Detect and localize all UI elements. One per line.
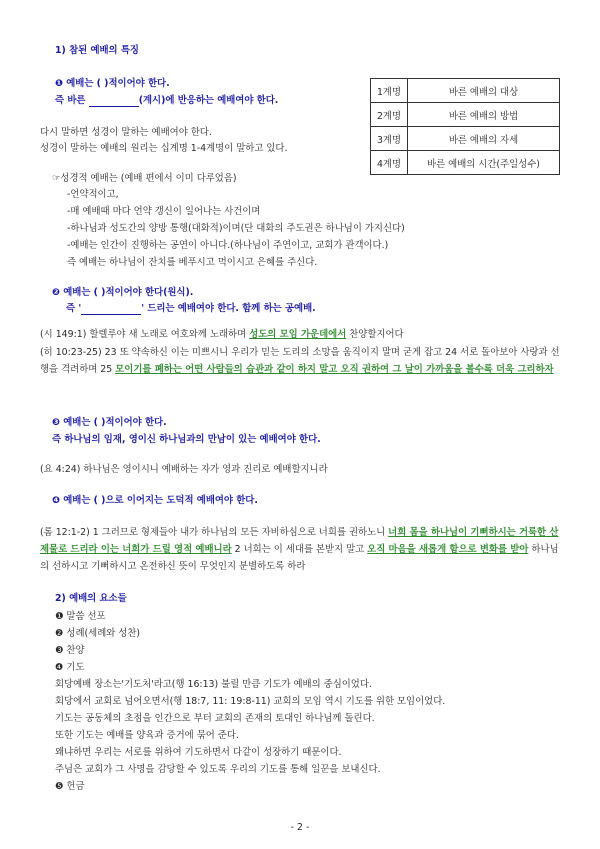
point-1-subline [55, 92, 278, 107]
point-3-heading: ❸ 예배는 ( )적이어야 한다. [52, 417, 167, 428]
commandment-text: 바른 예배의 방법 [408, 103, 560, 127]
fill-in-blank [89, 95, 139, 107]
table-row [371, 127, 560, 151]
commandment-number: 3계명 [371, 127, 408, 151]
fill-in-blank [81, 303, 141, 315]
commandment-number: 2계명 [371, 103, 408, 127]
note-heading: ☞성경적 예배는 (예배 편에서 이미 다루었음) [52, 173, 237, 184]
verse-text: 찬양할지어다 [346, 329, 404, 340]
note-line: -매 예배때 마다 언약 갱신이 일어나는 사건이며 [67, 206, 261, 217]
commandment-text: 바른 예배의 대상 [408, 79, 560, 103]
point-1-heading: ❶ 예배는 ( )적이어야 한다. [55, 78, 170, 89]
verse-romans-12 [40, 524, 565, 575]
verse-hebrews-10 [40, 344, 565, 378]
section-2-title: 2) 예배의 요소들 [55, 593, 127, 604]
element-item: ❸ 찬양 [55, 645, 85, 656]
note-line: -예배는 인간이 진행하는 공연이 아니다.(하나님이 주연이고, 교회가 관객이다.) [67, 240, 389, 251]
verse-text: 하나님의 선하시고 기뻐하시고 온전하신 뜻이 무엇인지 분별하도록 하라 [40, 544, 559, 572]
note-line: 즉 예배는 하나님이 잔치를 베푸시고 먹이시고 은혜를 주신다. [67, 257, 318, 268]
element-item: ❶ 말씀 선포 [55, 611, 106, 622]
verse-highlight: 너희 몸을 하나님이 기뻐하시는 거룩한 산 제물로 드리라 이는 너희가 드릴 영적 예배니라 [40, 527, 559, 555]
prayer-line: 주님은 교회가 그 사명을 감당할 수 있도록 우리의 기도를 통해 일꾼을 보내신다. [55, 764, 381, 775]
point-1-sub-prefix: 즉 바른 [55, 95, 89, 106]
table-row [371, 151, 560, 175]
point-2-heading: ❷ 예배는 ( )적이어야 한다(원식). [52, 287, 194, 298]
verse-text: (롬 12:1-2) 1 그러므로 형제들아 내가 하나님의 모든 자비하심으로 너희를 권하노니 [40, 527, 389, 538]
prayer-line: 회당예배 장소는'기도처'라고(행 16:13) 불릴 만큼 기도가 예배의 중심이었다. [55, 679, 372, 690]
section-1-title: 1) 참된 예배의 특징 [55, 45, 139, 56]
point-3-subline: 즉 하나님의 임재, 영이신 하나님과의 만남이 있는 예배여야 한다. [52, 434, 321, 445]
point-2-subline [66, 300, 316, 315]
note-line: -하나님과 성도간의 양방 통행(대화적)이며(단 대화의 주도권은 하나님이 가지신다) [67, 223, 405, 234]
commandments-table [370, 78, 560, 175]
prayer-line: 왜냐하면 우리는 서로를 위하여 기도하면서 다같이 성장하기 때문이다. [55, 747, 342, 758]
intro-line: 다시 말하면 성경이 말하는 예배여야 한다. [40, 127, 212, 138]
element-item: ❺ 헌금 [55, 781, 85, 792]
verse-text: (시 149:1) 할렐루야 새 노래로 여호와께 노래하며 [40, 329, 250, 340]
verse-psalm-149 [40, 326, 565, 343]
commandment-number: 1계명 [371, 79, 408, 103]
note-line: -언약적이고, [67, 189, 119, 200]
commandment-number: 4계명 [371, 151, 408, 175]
verse-highlight: 모이기를 폐하는 어떤 사람들의 습관과 같이 하지 말고 오직 권하여 그 날이 가까움을 볼수록 더욱 그리하자 [115, 364, 554, 375]
point-2-sub-suffix: ' 드리는 예배여야 한다. 함께 하는 공예배. [141, 303, 316, 314]
table-row [371, 103, 560, 127]
page-number: - 2 - [290, 822, 310, 833]
element-item: ❷ 성례(세례와 성찬) [55, 628, 141, 639]
verse-highlight: 오직 마음을 새롭게 함으로 변화를 받아 [367, 544, 529, 555]
commandment-text: 바른 예배의 자세 [408, 127, 560, 151]
element-item: ❹ 기도 [55, 662, 85, 673]
verse-highlight: 성도의 모임 가운데에서 [249, 329, 347, 340]
prayer-line: 또한 기도는 예배를 양육과 증거에 묶어 준다. [55, 730, 239, 741]
point-4-heading: ❹ 예배는 ( )으로 이어지는 도덕적 예배여야 한다. [52, 495, 258, 506]
point-1-sub-suffix: (계시)에 반응하는 예배여야 한다. [138, 95, 279, 106]
prayer-line: 회당에서 교회로 넘어오면서(행 18:7, 11: 19:8-11) 교회의 모임 역시 기도를 위한 모임이었다. [55, 696, 446, 707]
prayer-line: 기도는 공동체의 초점을 인간으로 부터 교회의 존재의 토대인 하나님께 돌린다. [55, 713, 375, 724]
verse-john-4: (요 4:24) 하나님은 영이시니 예배하는 자가 영과 진리로 예배할지니라 [40, 464, 328, 475]
intro-line: 성경이 말하는 예배의 원리는 십계명 1-4계명이 말하고 있다. [40, 143, 288, 154]
verse-text: (히 10:23-25) 23 또 약속하신 이는 미쁘시니 우리가 믿는 도리의 소망을 움직이지 말며 굳게 잡고 24 서로 돌아보아 사랑과 선행을 격려하며 25 [40, 347, 560, 375]
point-2-sub-prefix: 즉 ' [66, 303, 82, 314]
verse-text: 2 너희는 이 세대를 본받지 말고 [231, 544, 368, 555]
table-row [371, 79, 560, 103]
commandment-text: 바른 예배의 시간(주일성수) [408, 151, 560, 175]
